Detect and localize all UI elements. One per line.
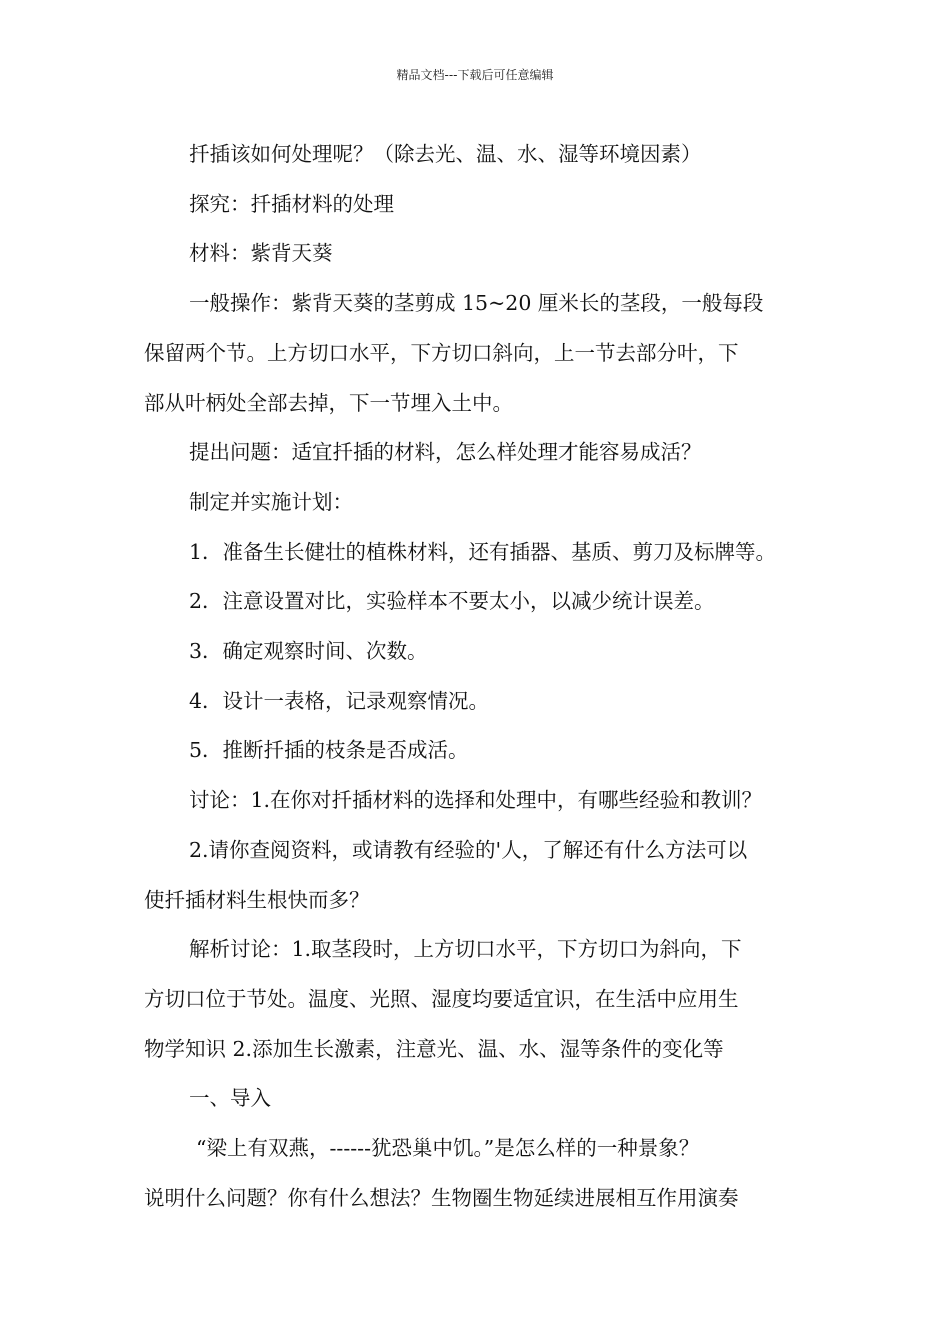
paragraph-line: 部从叶柄处全部去掉，下一节埋入土中。 <box>144 390 513 415</box>
paragraph-line: 讨论：1.在你对扦插材料的选择和处理中，有哪些经验和教训？ <box>189 788 763 813</box>
list-item: 1．准备生长健壮的植株材料，还有插器、基质、剪刀及标牌等。 <box>189 539 777 564</box>
paragraph-line: 使扦插材料生根快而多？ <box>144 887 370 912</box>
paragraph-line: 解析讨论：1.取茎段时，上方切口水平，下方切口为斜向，下 <box>189 937 742 962</box>
paragraph-line: 制定并实施计划： <box>189 489 353 514</box>
paragraph-line: 材料：紫背天葵 <box>189 241 333 266</box>
paragraph-line: 保留两个节。上方切口水平，下方切口斜向，上一节去部分叶，下 <box>144 340 739 365</box>
paragraph-line: 方切口位于节处。温度、光照、湿度均要适宜识，在生活中应用生 <box>144 986 739 1011</box>
list-item: 5．推断扦插的枝条是否成活。 <box>189 738 469 763</box>
list-item: 2．注意设置对比，实验样本不要太小，以减少统计误差。 <box>189 589 715 614</box>
paragraph-line: 扦插该如何处理呢？（除去光、温、水、湿等环境因素） <box>189 142 702 166</box>
paragraph-line: 一般操作：紫背天葵的茎剪成 15~20 厘米长的茎段，一般每段 <box>189 291 764 316</box>
page-header: 精品文档---下载后可任意编辑 <box>396 68 554 82</box>
document-body <box>144 130 814 1223</box>
paragraph-line: 探究：扦插材料的处理 <box>189 191 394 216</box>
paragraph-line: 物学知识 2.添加生长激素，注意光、温、水、湿等条件的变化等 <box>144 1036 724 1061</box>
list-item: 4．设计一表格，记录观察情况。 <box>189 688 490 713</box>
paragraph-line: 说明什么问题？你有什么想法？生物圈生物延续进展相互作用演奏 <box>144 1185 739 1210</box>
list-item: 3．确定观察时间、次数。 <box>189 639 428 664</box>
section-heading: 一、导入 <box>189 1086 271 1111</box>
paragraph-line: “梁上有双燕，------犹恐巢中饥。”是怎么样的一种景象？ <box>196 1136 700 1161</box>
paragraph-line: 提出问题：适宜扦插的材料，怎么样处理才能容易成活？ <box>189 440 702 465</box>
paragraph-line: 2.请你查阅资料，或请教有经验的'人，了解还有什么方法可以 <box>189 837 748 862</box>
